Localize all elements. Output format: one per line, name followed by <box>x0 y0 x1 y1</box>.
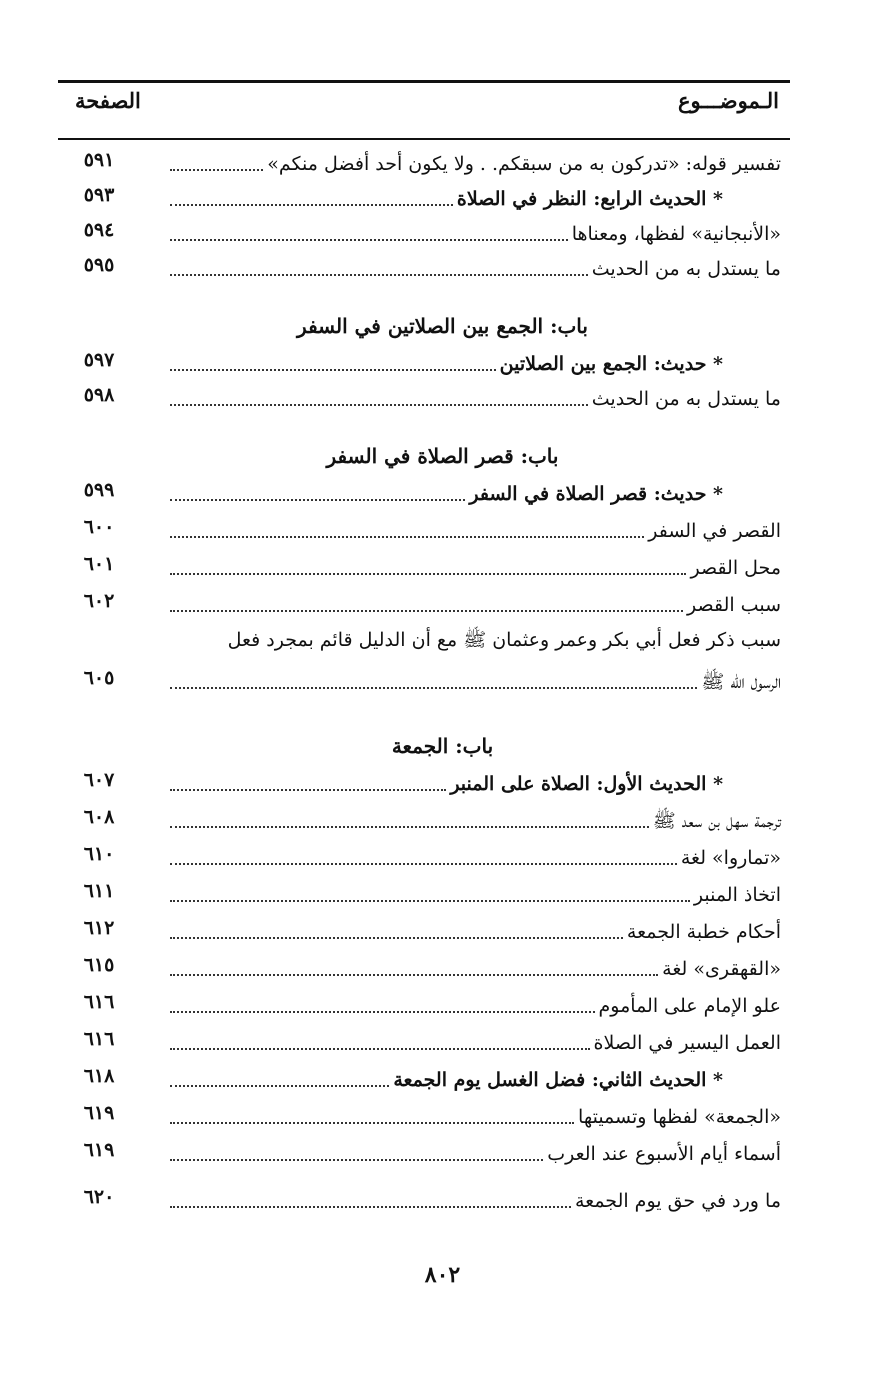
toc-entry-page: ٦١٩ <box>83 1139 115 1161</box>
toc-entry-title: «الأنبجانية» لفظها، ومعناها <box>568 219 781 249</box>
toc-entry-page: ٦٠٢ <box>83 590 115 612</box>
toc-entry <box>0 876 885 910</box>
dot-leader <box>170 169 263 171</box>
toc-entry <box>0 950 885 984</box>
toc-entry <box>0 765 885 799</box>
toc-entry-page: ٦١٢ <box>83 917 115 939</box>
dot-leader <box>170 610 683 612</box>
toc-entry-page: ٦١٩ <box>83 1102 115 1124</box>
toc-entry-line <box>170 1061 781 1095</box>
toc-entry <box>0 1098 885 1132</box>
toc-entry <box>0 180 885 214</box>
toc-entry <box>0 475 885 509</box>
toc-entry-line <box>170 987 781 1021</box>
toc-entry-title: العمل اليسير في الصلاة <box>590 1028 781 1058</box>
toc-entry-title: * الحديث الأول: الصلاة على المنبر <box>446 769 781 799</box>
toc-entry-page: ٦١٠ <box>83 843 115 865</box>
header-topic-label: الـموضـــوع <box>677 88 779 113</box>
toc-entry-line <box>170 1024 781 1058</box>
toc-entry-title: * الحديث الرابع: النظر في الصلاة <box>453 184 781 214</box>
toc-entry <box>0 1135 885 1169</box>
toc-entry-title: تفسير قوله: «تدركون به من سبقكم. . ولا يكون أحد أفضل منكم» <box>263 149 781 179</box>
toc-entry-page: ٦١٦ <box>83 991 115 1013</box>
dot-leader <box>170 1048 590 1050</box>
toc-entry <box>0 380 885 414</box>
toc-entry <box>0 1182 885 1216</box>
toc-entry-page: ٦٠٥ <box>83 667 115 689</box>
dot-leader <box>170 1011 595 1013</box>
toc-entry-title: القصر في السفر <box>644 516 781 546</box>
header-page-label: الصفحة <box>75 88 141 113</box>
toc-entry-title: سبب القصر <box>683 590 781 620</box>
dot-leader <box>170 274 588 276</box>
toc-entry-line <box>170 876 781 910</box>
toc-entry <box>0 987 885 1021</box>
toc-entry <box>0 549 885 583</box>
toc-entry-line <box>170 145 781 179</box>
toc-entry-title: «تماروا» لغة <box>677 843 781 873</box>
toc-entry-line <box>170 215 781 249</box>
section-heading: باب: قصر الصلاة في السفر <box>326 444 559 468</box>
toc-entry-title: * الحديث الثاني: فضل الغسل يوم الجمعة <box>389 1065 781 1095</box>
dot-leader <box>170 369 496 371</box>
dot-leader <box>170 1122 574 1124</box>
toc-entry-page: ٦٠٧ <box>83 769 115 791</box>
toc-entry-line <box>170 475 781 509</box>
toc-entry-line <box>170 549 781 583</box>
toc-entry-line <box>170 1182 781 1216</box>
toc-entry <box>0 145 885 179</box>
toc-entry-page: ٥٩٨ <box>83 384 115 406</box>
toc-entry-line <box>170 250 781 284</box>
toc-entry-line <box>170 802 781 836</box>
dot-leader <box>170 900 690 902</box>
dot-leader <box>170 937 623 939</box>
toc-entry-line <box>170 663 781 697</box>
dot-leader <box>170 1085 389 1087</box>
toc-entry-line <box>170 913 781 947</box>
toc-entry <box>0 512 885 546</box>
toc-entry-line <box>170 380 781 414</box>
toc-entry-page: ٦١٥ <box>83 954 115 976</box>
dot-leader <box>170 573 686 575</box>
toc-entry-page: ٥٩٣ <box>83 184 115 206</box>
section-heading: باب: الجمعة <box>391 734 494 758</box>
toc-entry-page: ٦٠١ <box>83 553 115 575</box>
toc-entry <box>0 215 885 249</box>
toc-entry-page: ٥٩١ <box>83 149 115 171</box>
toc-entry-page: ٥٩٤ <box>83 219 115 241</box>
toc-entry-title: أحكام خطبة الجمعة <box>623 917 781 947</box>
toc-entry <box>0 663 885 697</box>
toc-entry-title: أسماء أيام الأسبوع عند العرب <box>543 1139 781 1169</box>
toc-entry-continued-line: سبب ذكر فعل أبي بكر وعمر وعثمان ﷺ مع أن الدليل قائم بمجرد فعل <box>227 629 781 651</box>
toc-entry-line <box>170 839 781 873</box>
toc-entry-page: ٦٠٨ <box>83 806 115 828</box>
toc-entry-title: محل القصر <box>686 553 781 583</box>
toc-entry-page: ٥٩٥ <box>83 254 115 276</box>
toc-entry-title: ترجمة سهل بن سعد ﷺ <box>649 806 781 836</box>
toc-entry-line <box>170 1135 781 1169</box>
toc-entry-page: ٦٢٠ <box>83 1186 115 1208</box>
toc-entry-title: ما يستدل به من الحديث <box>588 254 781 284</box>
toc-entry-title: * حديث: قصر الصلاة في السفر <box>465 479 781 509</box>
dot-leader <box>170 499 465 501</box>
toc-entry-title: «الجمعة» لفظها وتسميتها <box>574 1102 781 1132</box>
toc-entry <box>0 839 885 873</box>
toc-entry-page: ٥٩٧ <box>83 349 115 371</box>
toc-entry <box>0 345 885 379</box>
toc-entry <box>0 1061 885 1095</box>
toc-entry-line <box>170 765 781 799</box>
section-heading: باب: الجمع بين الصلاتين في السفر <box>297 314 588 338</box>
toc-entry <box>0 1024 885 1058</box>
toc-entry-title: اتخاذ المنبر <box>690 880 781 910</box>
dot-leader <box>170 687 697 689</box>
toc-entry-line <box>170 345 781 379</box>
dot-leader <box>170 826 649 828</box>
dot-leader <box>170 536 644 538</box>
toc-entry-page: ٦١٨ <box>83 1065 115 1087</box>
dot-leader <box>170 404 588 406</box>
toc-entry <box>0 802 885 836</box>
dot-leader <box>170 974 658 976</box>
dot-leader <box>170 239 568 241</box>
toc-entry-page: ٥٩٩ <box>83 479 115 501</box>
dot-leader <box>170 789 446 791</box>
toc-entry-title: ما يستدل به من الحديث <box>588 384 781 414</box>
dot-leader <box>170 1206 571 1208</box>
dot-leader <box>170 863 677 865</box>
toc-entry-title: علو الإمام على المأموم <box>595 991 781 1021</box>
dot-leader <box>170 204 453 206</box>
toc-entry-page: ٦٠٠ <box>83 516 115 538</box>
toc-entry-title: ما ورد في حق يوم الجمعة <box>571 1186 781 1216</box>
toc-entry-line <box>170 950 781 984</box>
toc-entry-line <box>170 586 781 620</box>
page-number: ٨٠٢ <box>424 1262 461 1288</box>
toc-entry-title: * حديث: الجمع بين الصلاتين <box>496 349 781 379</box>
toc-entry-line <box>170 512 781 546</box>
toc-entry-page: ٦١٦ <box>83 1028 115 1050</box>
toc-entry <box>0 250 885 284</box>
toc-entry-line <box>170 180 781 214</box>
toc-entry-line <box>170 1098 781 1132</box>
toc-entry <box>0 586 885 620</box>
dot-leader <box>170 1159 543 1161</box>
toc-entry-title: الرسول الله ﷺ <box>697 667 781 697</box>
toc-entry-title: «القهقرى» لغة <box>658 954 781 984</box>
toc-entry <box>0 913 885 947</box>
toc-entry-page: ٦١١ <box>83 880 115 902</box>
